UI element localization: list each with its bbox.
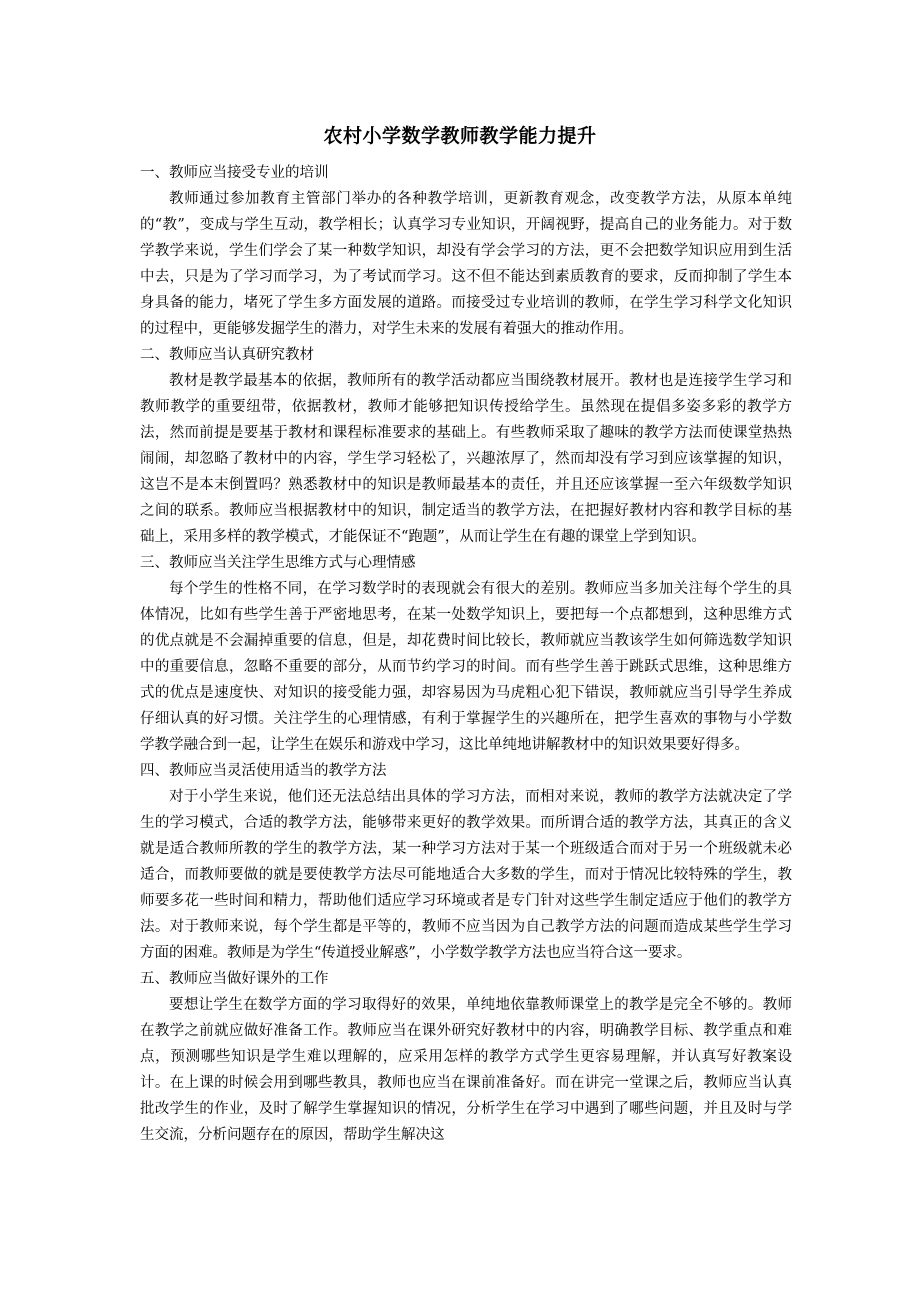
section-paragraph-2: 教材是教学最基本的依据，教师所有的教学活动都应当围绕教材展开。教材也是连接学生学习和教师教学的重要纽带，依据教材，教师才能够把知识传授给学生。虽然现在提倡多姿多彩的教学方法，然而前提是要基于教材和课程标准要求的基础上。有些教师采取了趣味的教学方法而使课堂热热闹闹，却忽略了教材中的内容，学生学习轻松了，兴趣浓厚了，然而却没有学习到应该掌握的知识，这岂不是本末倒置吗？熟悉教材中的知识是教师最基本的责任，并且还应该掌握一至六年级数学知识之间的联系。教师应当根据教材中的知识，制定适当的教学方法，在把握好教材内容和教学目标的基础上，采用多样的教学模式，才能保证不“跑题”，从而让学生在有趣的课堂上学到知识。 xyxy=(140,373,792,545)
section-heading-1: 一、教师应当接受专业的培训 xyxy=(140,165,329,181)
document-title: 农村小学数学教师教学能力提升 xyxy=(323,125,597,147)
section-paragraph-3: 每个学生的性格不同，在学习数学时的表现就会有很大的差别。教师应当多加关注每个学生的具体情况，比如有些学生善于严密地思考，在某一处数学知识上，要把每一个点都想到，这种思维方式的优点就是不会漏掉重要的信息，但是，却花费时间比较长，教师就应当教该学生如何筛选数学知识中的重要信息，忽略不重要的部分，从而节约学习的时间。而有些学生善于跳跃式思维，这种思维方式的优点是速度快、对知识的接受能力强，却容易因为马虎粗心犯下错误，教师就应当引导学生养成仔细认真的好习惯。关注学生的心理情感，有利于掌握学生的兴趣所在，把学生喜欢的事物与小学数学教学融合到一起，让学生在娱乐和游戏中学习，这比单纯地讲解教材中的知识效果要好得多。 xyxy=(140,581,792,753)
document-body xyxy=(140,160,792,1148)
section-heading-4: 四、教师应当灵活使用适当的教学方法 xyxy=(140,763,387,779)
section-paragraph-1: 教师通过参加教育主管部门举办的各种教学培训，更新教育观念，改变教学方法，从原本单纯的“教”，变成与学生互动，教学相长；认真学习专业知识，开阔视野，提高自己的业务能力。对于数学教学来说，学生们学会了某一种数学知识，却没有学会学习的方法，更不会把数学知识应用到生活中去，只是为了学习而学习，为了考试而学习。这不但不能达到素质教育的要求，反而抑制了学生本身具备的能力，堵死了学生多方面发展的道路。而接受过专业培训的教师，在学生学习科学文化知识的过程中，更能够发掘学生的潜力，对学生未来的发展有着强大的推动作用。 xyxy=(140,191,792,337)
section-heading-2: 二、教师应当认真研究教材 xyxy=(140,347,314,363)
section-heading-5: 五、教师应当做好课外的工作 xyxy=(140,971,329,987)
section-heading-3: 三、教师应当关注学生思维方式与心理情感 xyxy=(140,555,416,571)
section-paragraph-5: 要想让学生在数学方面的学习取得好的效果，单纯地依靠教师课堂上的教学是完全不够的。教师在教学之前就应做好准备工作。教师应当在课外研究好教材中的内容，明确教学目标、教学重点和难点，预测哪些知识是学生难以理解的，应采用怎样的教学方式学生更容易理解，并认真写好教案设计。在上课的时候会用到哪些教具，教师也应当在课前准备好。而在讲完一堂课之后，教师应当认真批改学生的作业，及时了解学生掌握知识的情况，分析学生在学习中遇到了哪些问题，并且及时与学生交流，分析问题存在的原因，帮助学生解决这 xyxy=(140,997,792,1143)
section-paragraph-4: 对于小学生来说，他们还无法总结出具体的学习方法，而相对来说，教师的教学方法就决定了学生的学习模式，合适的教学方法，能够带来更好的教学效果。而所谓合适的教学方法，其真正的含义就是适合教师所教的学生的教学方法，某一种学习方法对于某一个班级适合而对于另一个班级就未必适合，而教师要做的就是要使教学方法尽可能地适合大多数的学生，而对于情况比较特殊的学生，教师要多花一些时间和精力，帮助他们适应学习环境或者是专门针对这些学生制定适应于他们的教学方法。对于教师来说，每个学生都是平等的，教师不应当因为自己教学方法的问题而造成某些学生学习方面的困难。教师是为学生“传道授业解惑”，小学数学教学方法也应当符合这一要求。 xyxy=(140,789,792,961)
